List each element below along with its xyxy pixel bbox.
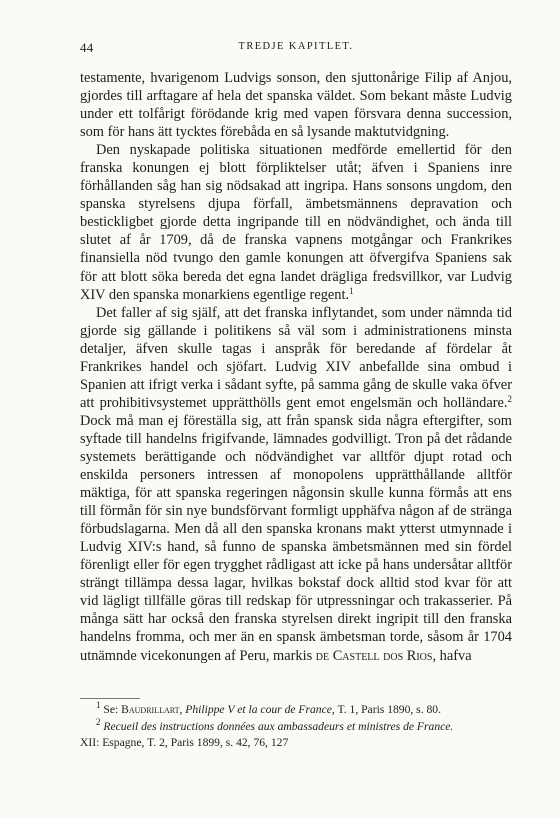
footnote-2-mark: 2 bbox=[96, 716, 101, 727]
footnote-1 bbox=[80, 702, 512, 719]
footnote-2-title: Recueil des instructions données aux ambassadeurs et ministres de France. bbox=[103, 719, 454, 733]
paragraph-3-text-b: Dock må man ej föreställa sig, att från spansk sida några eftergifter, som syftade till handelns frigifvande, lämnades godvilligt. Tron på det rådande systemets berättigande och nödvändighet var alltför djupt rotad och enskilda personers intressen af monopolens upprätthållande alltför mäktiga, för att spanska regeringen någonsin skulle kunna förmås att ens till förmån för sin nye bundsförvant formligt upphäfva någon af de stränga förbudslagarna. Men då all den spanska kronans makt ytterst utmynnade i Ludvig XIV:s hand, så funno de spanska ämbetsmännen med sin fördel förenligt eller för egen trygghet rådligast att icke på hans undersåtar alltför strängt tillämpa dessa lagar, hvilkas bokstaf dock alltid stod kvar för att vid lägligt tillfälle göras till redskap för utpressningar och trakasserier. På många sätt har också den franska styrelsen direkt ingripit till den franska handelns fromma, och mer än en spansk ämbetsman torde, såsom år 1704 utnämnde vicekonungen af Peru, markis bbox=[80, 412, 512, 664]
footnote-divider bbox=[80, 698, 140, 699]
paragraph-3 bbox=[80, 304, 512, 665]
page-header bbox=[80, 40, 512, 56]
paragraph-2 bbox=[80, 141, 512, 303]
running-head: TREDJE KAPITLET. bbox=[238, 41, 354, 52]
page-number: 44 bbox=[80, 40, 94, 55]
body-text bbox=[80, 69, 512, 665]
footnote-1-mark: 1 bbox=[96, 700, 101, 710]
paragraph-1-text: testamente, hvarigenom Ludvigs sonson, den sjuttonårige Filip af Anjou, gjordes till arftagare af hela det spanska väldet. Som bekant måste Ludvig under ett tolfårigt förödande krig med vapen försvara denna succession, som för hans ätt tycktes förebåda en så lysande maktutvidgning. bbox=[80, 70, 512, 141]
footnote-1-rest: T. 1, Paris 1890, s. 80. bbox=[334, 703, 441, 716]
person-name: de Castell dos Rios bbox=[315, 647, 433, 664]
footnote-2-continued bbox=[80, 735, 512, 752]
footnote-2-rest: XII: Espagne, T. 2, Paris 1899, s. 42, 76, 127 bbox=[80, 736, 289, 749]
footnote-2 bbox=[80, 716, 512, 736]
footnote-1-title: Philippe V et la cour de France, bbox=[185, 703, 335, 716]
footnote-1-author: Baudrillart, bbox=[121, 703, 183, 716]
footnote-1-prefix: Se: bbox=[103, 703, 122, 716]
paragraph-3-text-end: , hafva bbox=[432, 647, 472, 664]
footnotes bbox=[80, 702, 512, 752]
paragraph-2-text: Den nyskapade politiska situationen medförde emellertid för den franska konungen ej blott förpliktelser utåt; äfven i Spaniens inre förhållanden såg han sig nödsakad att ingripa. Hans sonsons ungdom, den spanska styrelsens djupa förfall, ämbetsmännens depravation och bestickligbet gjorde detta ingripande till en nödvändighet, och ända till slutet af år 1709, då de franska vapnens motgångar och Frankrikes finansiella nöd tvungo den gamle konungen att öfvergifva Spaniens sak för att blott söka bereda det egna landet drägliga fredsvillkor, var Ludvig XIV den spanska monarkiens egentlige regent. bbox=[80, 142, 512, 303]
paragraph-1 bbox=[80, 69, 512, 141]
paragraph-3-text-a: Det faller af sig själf, att det franska inflytandet, som under nämnda tid gjorde sig gällande i politikens så väl som i administrationens minsta detaljer, äfven skulle tagas i anspråk för beredande af fördelar åt Frankrikes handel och sjöfart. Ludvig XIV anbefallde sina ombud i Spanien att ifrigt verka i sådant syfte, på samma gång de skulle vaka öfver att prohibitivsystemet upprätthölls gent emot engelsmän och holländare. bbox=[80, 304, 512, 411]
footnote-ref-2: 2 bbox=[507, 393, 512, 404]
footnote-ref-1: 1 bbox=[349, 285, 354, 296]
